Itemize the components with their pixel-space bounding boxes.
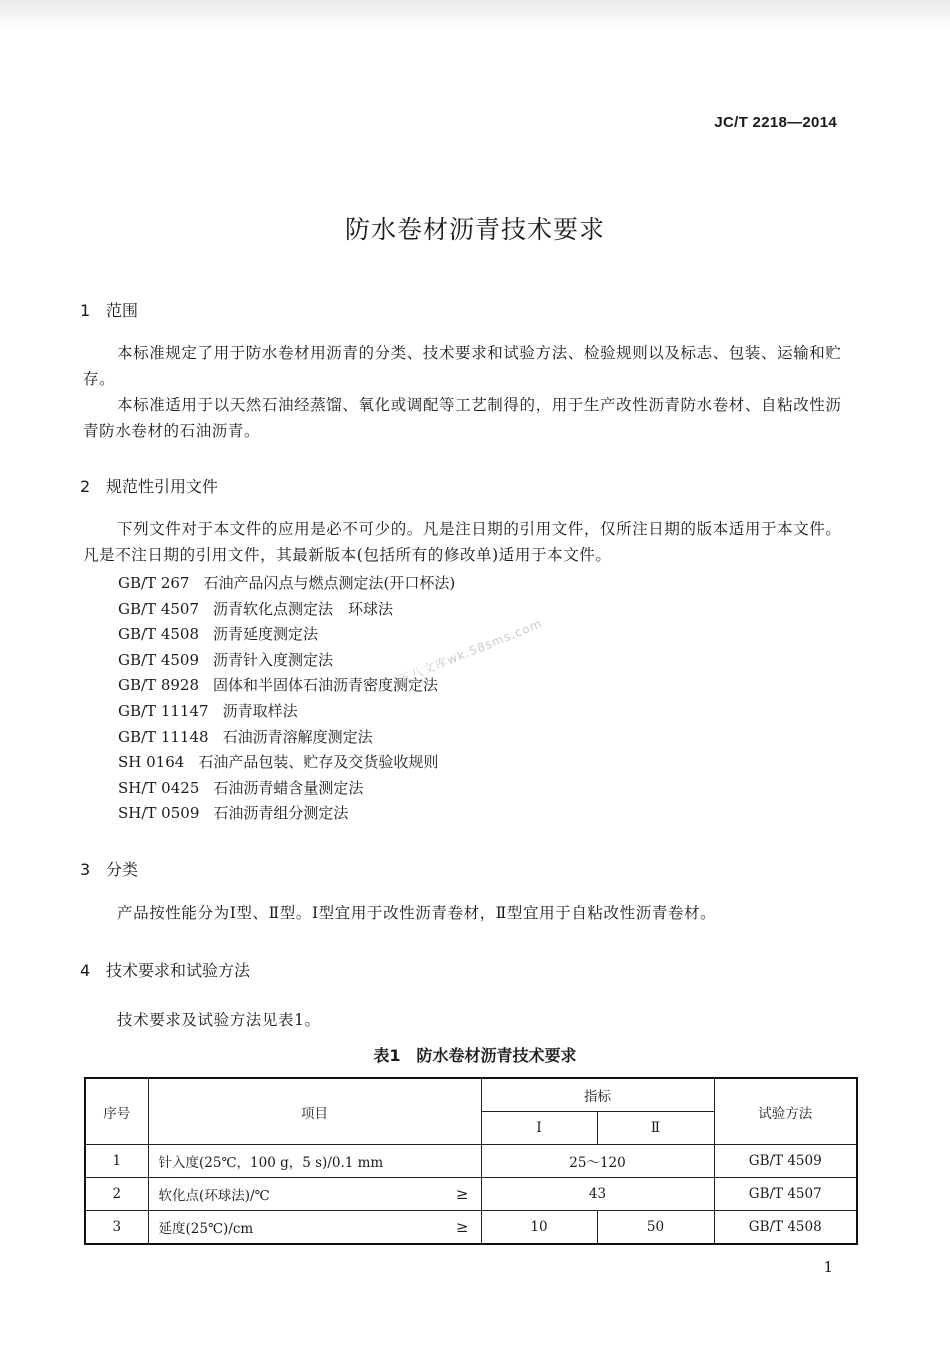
reference-name: 石油沥青组分测定法 (213, 804, 349, 823)
reference-code: GB/T 4508 (118, 625, 200, 644)
section-number: 2 (80, 477, 91, 496)
reference-code: GB/T 4507 (118, 599, 200, 618)
list-item (118, 776, 455, 802)
list-item (118, 699, 455, 725)
cell-type-2: 50 (597, 1211, 714, 1245)
section-number: 3 (80, 860, 91, 879)
reference-code: GB/T 11148 (118, 727, 209, 746)
section-title: 分类 (106, 860, 139, 879)
list-item (118, 571, 455, 597)
reference-code: GB/T 4509 (118, 650, 200, 669)
section-number: 1 (80, 301, 91, 320)
cell-index-merged: 25～120 (481, 1145, 714, 1178)
reference-name: 沥青针入度测定法 (213, 650, 334, 669)
reference-name: 石油沥青蜡含量测定法 (213, 778, 364, 797)
reference-code: SH/T 0509 (118, 804, 200, 823)
item-label: 针入度(25℃，100 g，5 s)/0.1 mm (158, 1155, 384, 1171)
watermark: 五八文库wk.58sms.com (396, 616, 545, 687)
list-item (118, 750, 455, 776)
cell-seq: 3 (85, 1211, 148, 1245)
header-type-1: Ⅰ (481, 1112, 597, 1145)
reference-name: 沥青取样法 (222, 701, 298, 720)
section-title: 范围 (106, 301, 139, 320)
cell-seq: 1 (85, 1145, 148, 1178)
header-type-2: Ⅱ (597, 1112, 714, 1145)
scope-paragraph-2: 本标准适用于以天然石油经蒸馏、氧化或调配等工艺制得的，用于生产改性沥青防水卷材、自粘改性沥青防水卷材的石油沥青。 (83, 396, 842, 440)
cell-seq: 2 (85, 1178, 148, 1211)
scope-paragraph-1: 本标准规定了用于防水卷材用沥青的分类、技术要求和试验方法、检验规则以及标志、包装、运输和贮存。 (83, 344, 842, 388)
table-row (85, 1145, 857, 1178)
standard-number: JC/T 2218—2014 (714, 114, 837, 131)
page-number: 1 (823, 1258, 833, 1276)
cell-item (148, 1145, 481, 1178)
reference-list (118, 571, 455, 827)
references-intro: 下列文件对于本文件的应用是必不可少的。凡是注日期的引用文件，仅所注日期的版本适用于本文件。凡是不注日期的引用文件，其最新版本(包括所有的修改单)适用于本文件。 (83, 520, 842, 564)
list-item (118, 597, 455, 623)
list-item (118, 622, 455, 648)
item-label: 延度(25℃)/cm (158, 1221, 254, 1237)
section-2-heading (80, 474, 218, 497)
scan-shadow (0, 0, 950, 30)
reference-name: 石油沥青溶解度测定法 (222, 727, 373, 746)
classification-paragraph: 产品按性能分为Ⅰ型、Ⅱ型。Ⅰ型宜用于改性沥青卷材，Ⅱ型宜用于自粘改性沥青卷材。 (117, 904, 717, 922)
section-number: 4 (80, 961, 91, 980)
reference-code: GB/T 267 (118, 574, 190, 592)
section-3-heading (80, 857, 138, 880)
cell-type-1: 10 (481, 1211, 597, 1245)
requirements-paragraph: 技术要求及试验方法见表1。 (117, 1011, 321, 1029)
reference-name: 石油产品闪点与燃点测定法(开口杯法) (203, 574, 456, 592)
header-item: 项目 (148, 1078, 481, 1145)
section-title: 规范性引用文件 (106, 477, 219, 496)
ge-sign: ≥ (455, 1185, 469, 1203)
cell-method: GB/T 4508 (714, 1211, 857, 1245)
section-title: 技术要求和试验方法 (106, 961, 251, 980)
cell-index-merged: 43 (481, 1178, 714, 1211)
reference-code: SH 0164 (118, 753, 185, 772)
list-item (118, 725, 455, 751)
cell-item (148, 1211, 481, 1245)
list-item (118, 801, 455, 827)
document-title: 防水卷材沥青技术要求 (344, 215, 605, 244)
reference-name: 固体和半固体石油沥青密度测定法 (213, 676, 439, 695)
item-label: 软化点(环球法)/℃ (158, 1188, 270, 1204)
header-method: 试验方法 (714, 1078, 857, 1145)
table-row (85, 1211, 857, 1245)
reference-code: GB/T 8928 (118, 676, 200, 695)
section-1-heading (80, 298, 138, 321)
table-caption: 表1 防水卷材沥青技术要求 (373, 1046, 577, 1065)
header-seq: 序号 (85, 1078, 148, 1145)
reference-name: 石油产品包装、贮存及交货验收规则 (198, 753, 439, 772)
requirements-table (84, 1077, 858, 1245)
cell-item (148, 1178, 481, 1211)
ge-sign: ≥ (455, 1218, 469, 1236)
table-row (85, 1178, 857, 1211)
header-index: 指标 (481, 1078, 714, 1112)
cell-method: GB/T 4509 (714, 1145, 857, 1178)
cell-method: GB/T 4507 (714, 1178, 857, 1211)
section-4-heading (80, 958, 250, 981)
reference-name: 沥青软化点测定法 环球法 (213, 599, 394, 618)
reference-code: SH/T 0425 (118, 778, 200, 797)
reference-code: GB/T 11147 (118, 701, 209, 720)
reference-name: 沥青延度测定法 (213, 625, 319, 644)
